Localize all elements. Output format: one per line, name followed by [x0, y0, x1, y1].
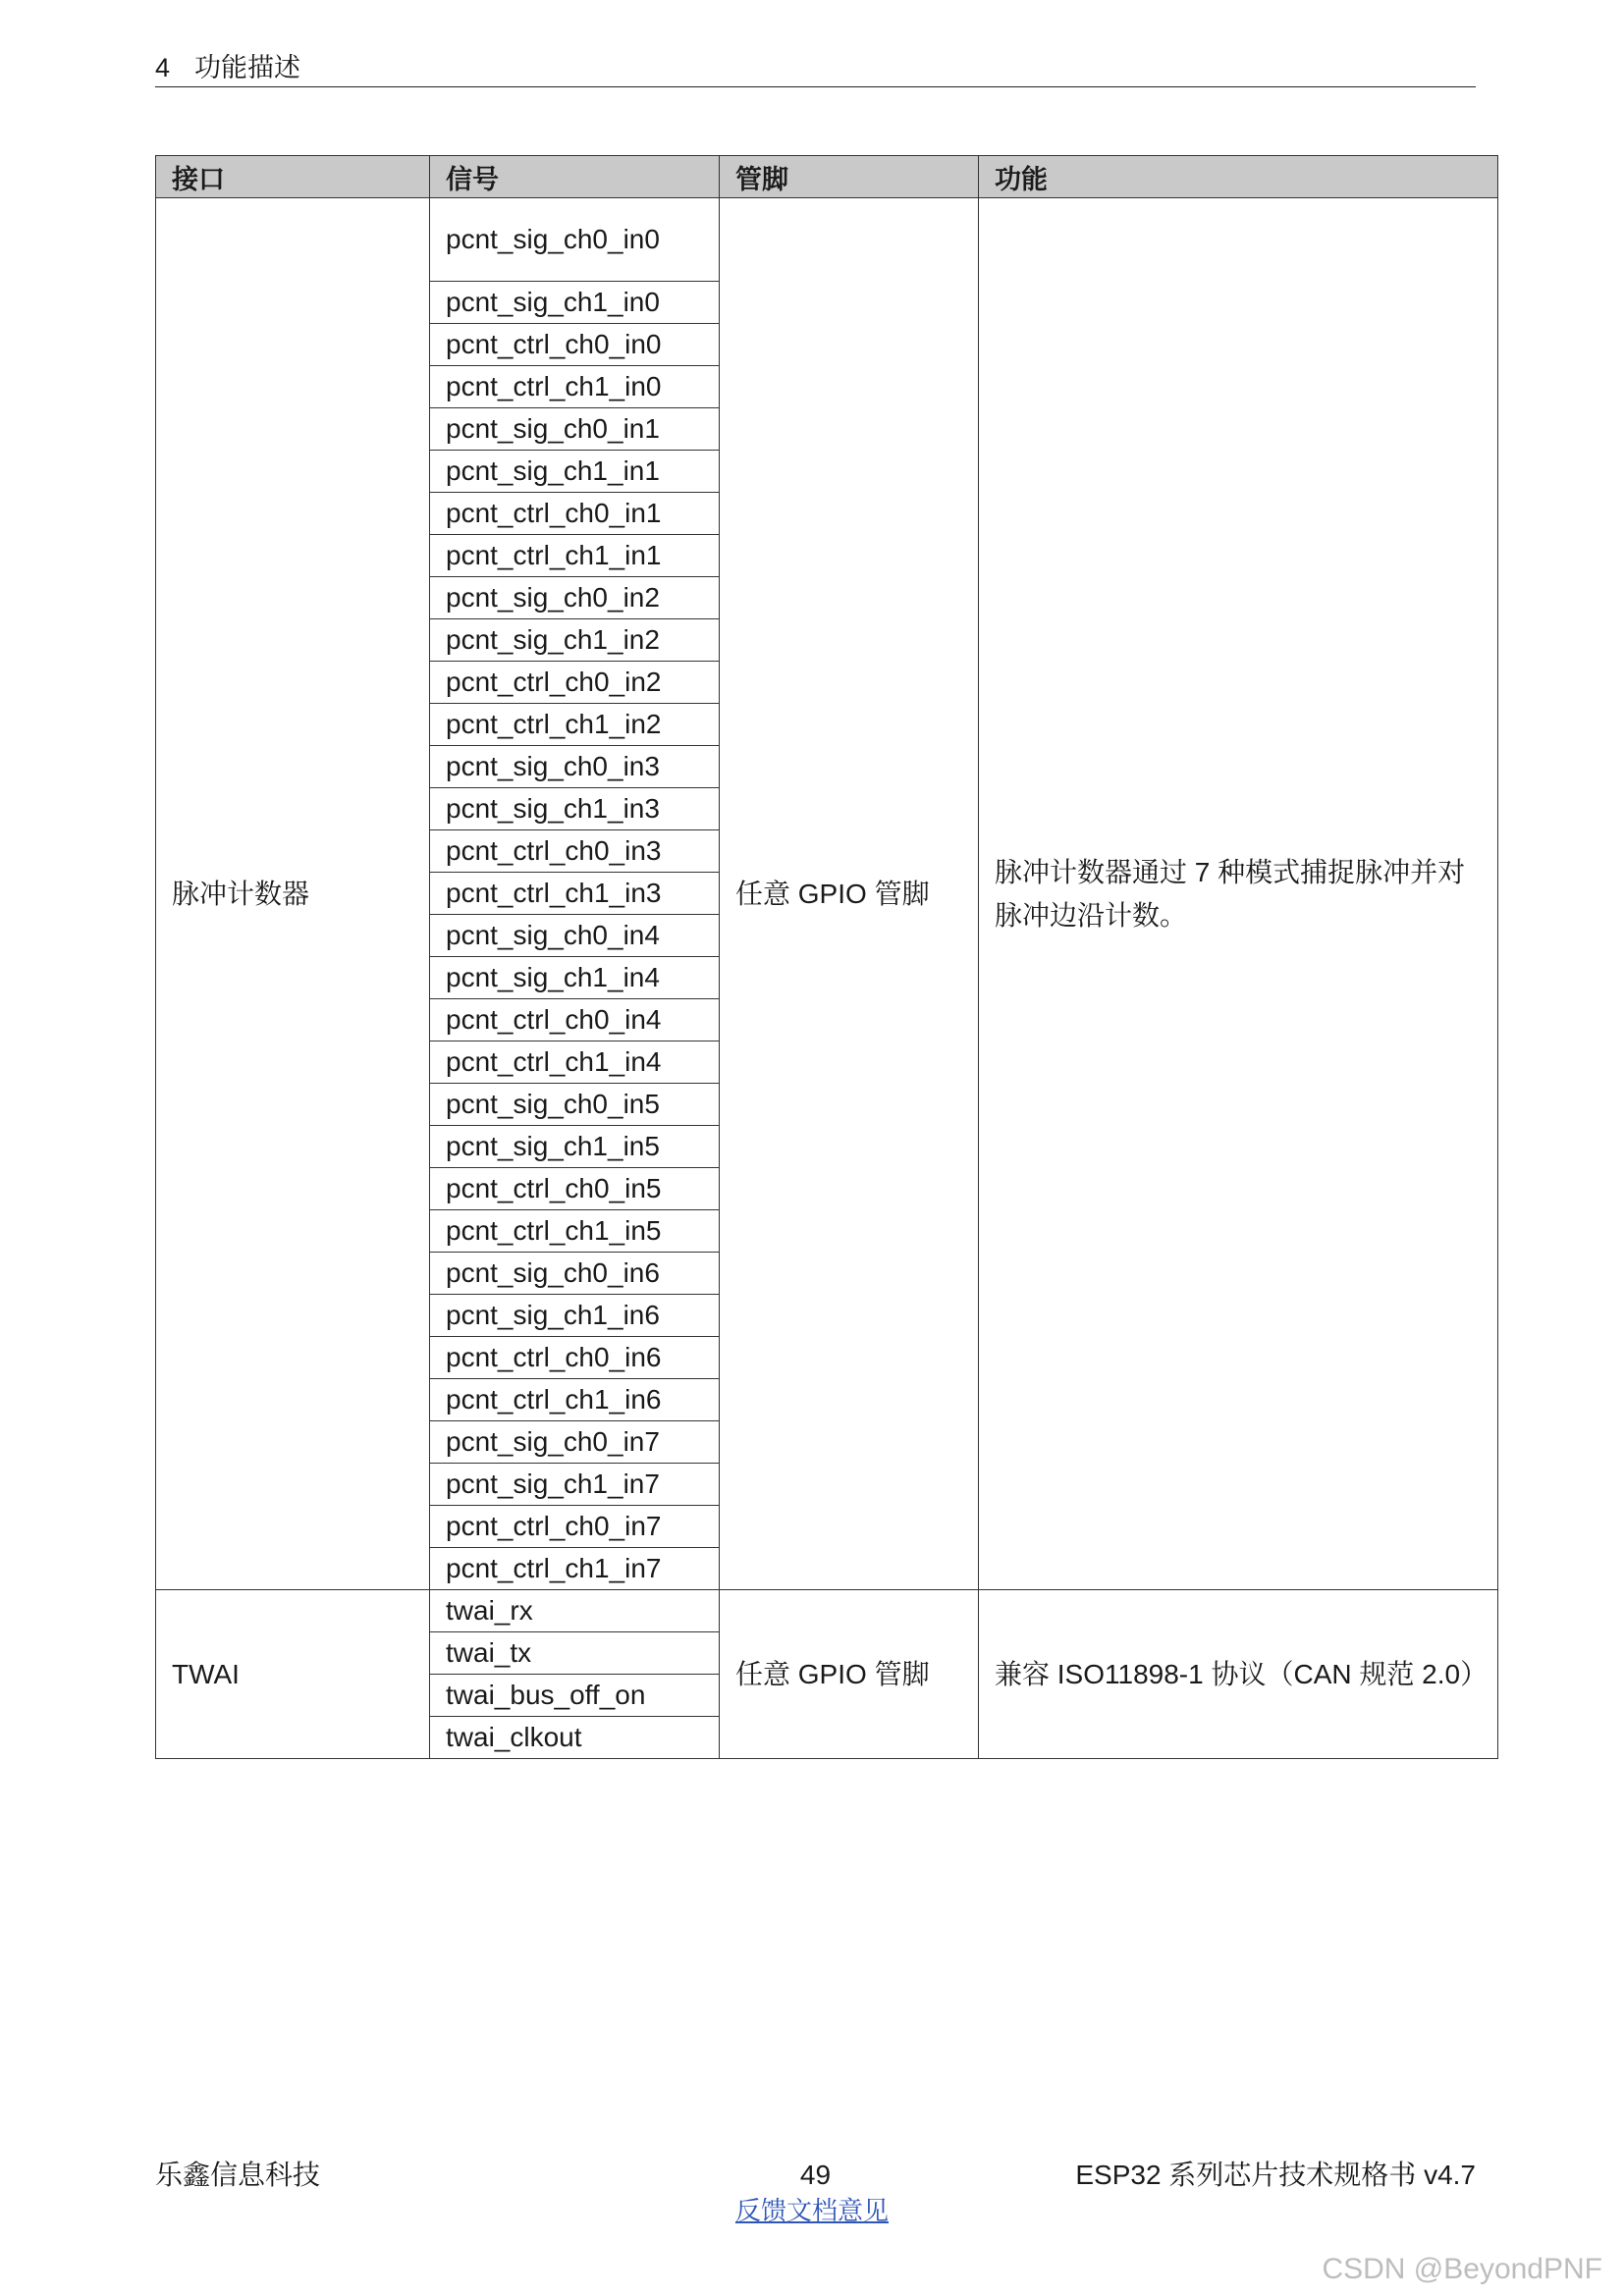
table-header-row: [156, 156, 1498, 198]
section-number: 4: [155, 53, 171, 82]
signal-cell: pcnt_sig_ch0_in2: [430, 577, 720, 619]
signal-cell: pcnt_sig_ch1_in4: [430, 957, 720, 999]
signal-cell: pcnt_sig_ch1_in6: [430, 1295, 720, 1337]
signal-cell: pcnt_ctrl_ch1_in6: [430, 1379, 720, 1421]
signal-cell: pcnt_sig_ch0_in4: [430, 915, 720, 957]
signal-cell: pcnt_ctrl_ch0_in7: [430, 1506, 720, 1548]
signal-cell: pcnt_sig_ch1_in0: [430, 282, 720, 324]
signal-cell: pcnt_ctrl_ch1_in2: [430, 704, 720, 746]
feedback-link[interactable]: 反馈文档意见: [734, 2196, 889, 2225]
signal-cell: pcnt_ctrl_ch0_in6: [430, 1337, 720, 1379]
footer-doc-title: ESP32 系列芯片技术规格书 v4.7: [1075, 2160, 1476, 2190]
signal-cell: pcnt_sig_ch1_in3: [430, 788, 720, 830]
signal-cell: pcnt_ctrl_ch1_in5: [430, 1210, 720, 1253]
function-cell: 兼容 ISO11898-1 协议（CAN 规范 2.0）: [979, 1590, 1498, 1759]
signal-cell: pcnt_ctrl_ch1_in4: [430, 1041, 720, 1084]
signal-cell: pcnt_ctrl_ch0_in1: [430, 493, 720, 535]
signal-cell: pcnt_ctrl_ch0_in2: [430, 662, 720, 704]
signal-cell: pcnt_sig_ch0_in0: [430, 198, 720, 282]
signal-cell: pcnt_sig_ch0_in3: [430, 746, 720, 788]
header-pin: 管脚: [720, 156, 979, 198]
signal-cell: pcnt_ctrl_ch1_in1: [430, 535, 720, 577]
watermark: CSDN @BeyondPNF: [1322, 2253, 1602, 2285]
table-body: [156, 198, 1498, 1759]
interface-signal-table: [155, 155, 1498, 1759]
signal-cell: pcnt_ctrl_ch0_in0: [430, 324, 720, 366]
signal-cell: twai_tx: [430, 1632, 720, 1675]
section-title: 功能描述: [194, 53, 300, 82]
page-header: [155, 49, 1476, 87]
table-row: [156, 1590, 1498, 1632]
feedback-area: [0, 2193, 1624, 2228]
signal-cell: pcnt_ctrl_ch0_in5: [430, 1168, 720, 1210]
pin-cell: 任意 GPIO 管脚: [720, 1590, 979, 1759]
signal-cell: pcnt_sig_ch0_in6: [430, 1253, 720, 1295]
signal-cell: pcnt_ctrl_ch0_in4: [430, 999, 720, 1041]
header-interface: 接口: [156, 156, 430, 198]
function-cell: 脉冲计数器通过 7 种模式捕捉脉冲并对脉冲边沿计数。: [979, 198, 1498, 1590]
signal-cell: pcnt_sig_ch0_in7: [430, 1421, 720, 1464]
signal-cell: twai_bus_off_on: [430, 1675, 720, 1717]
header-function: 功能: [979, 156, 1498, 198]
table-row: [156, 198, 1498, 282]
header-signal: 信号: [430, 156, 720, 198]
signal-cell: pcnt_sig_ch1_in2: [430, 619, 720, 662]
signal-cell: twai_rx: [430, 1590, 720, 1632]
signal-cell: pcnt_ctrl_ch1_in7: [430, 1548, 720, 1590]
signal-cell: pcnt_sig_ch1_in5: [430, 1126, 720, 1168]
interface-cell: 脉冲计数器: [156, 198, 430, 1590]
signal-cell: pcnt_sig_ch1_in1: [430, 451, 720, 493]
signal-cell: pcnt_ctrl_ch1_in0: [430, 366, 720, 408]
page-footer: [155, 2156, 1476, 2195]
signal-cell: pcnt_ctrl_ch0_in3: [430, 830, 720, 873]
signal-cell: pcnt_sig_ch1_in7: [430, 1464, 720, 1506]
signal-cell: twai_clkout: [430, 1717, 720, 1759]
signal-cell: pcnt_ctrl_ch1_in3: [430, 873, 720, 915]
signal-cell: pcnt_sig_ch0_in1: [430, 408, 720, 451]
interface-cell: TWAI: [156, 1590, 430, 1759]
footer-company: 乐鑫信息科技: [155, 2160, 321, 2190]
signal-cell: pcnt_sig_ch0_in5: [430, 1084, 720, 1126]
footer-page-number: 49: [799, 2160, 832, 2190]
pin-cell: 任意 GPIO 管脚: [720, 198, 979, 1590]
